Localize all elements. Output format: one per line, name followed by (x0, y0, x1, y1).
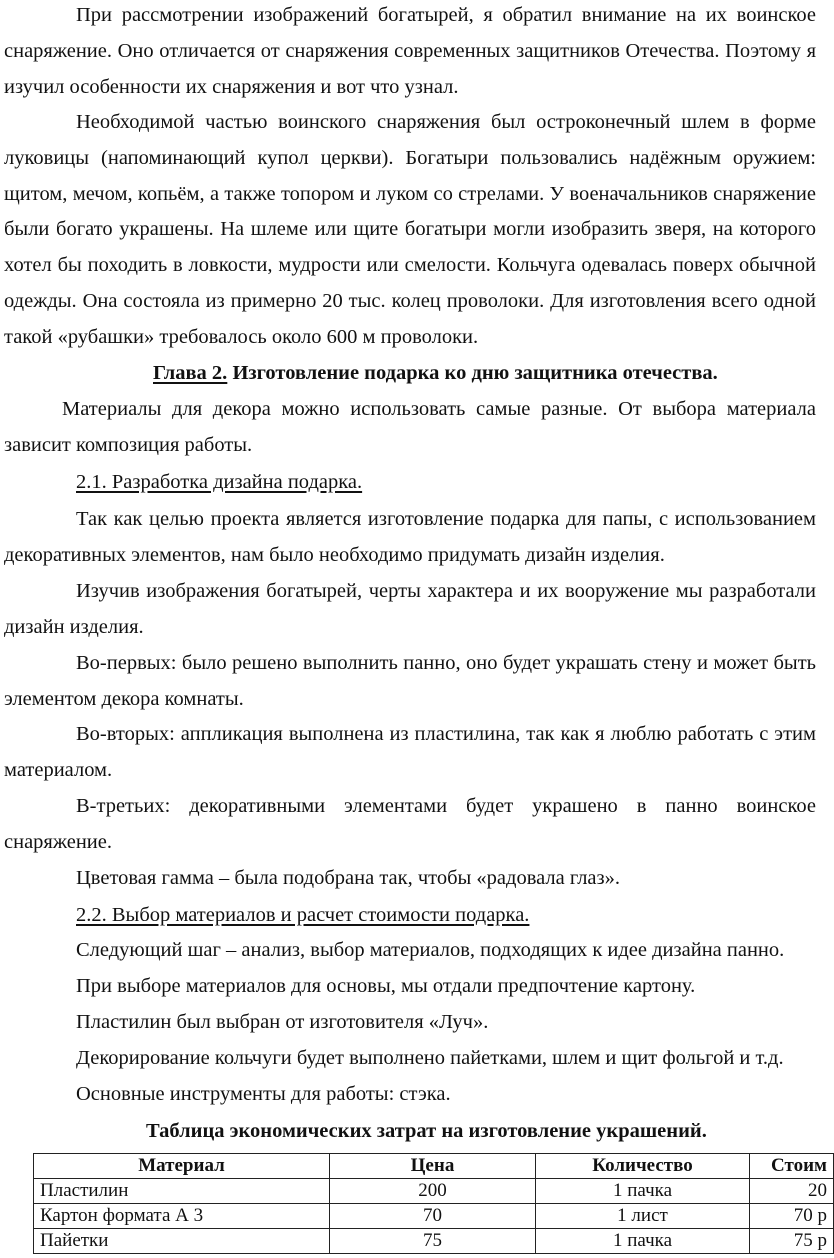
section-2-1-paragraph-2: Изучив изображения богатырей, черты характера и их вооружение мы разработали дизайн изделия. (4, 580, 816, 638)
table-header-row (34, 1154, 834, 1179)
header-quantity: Количество (536, 1154, 750, 1179)
cell-cost: 20 (750, 1179, 834, 1204)
chapter-title: Изготовление подарка ко дню защитника отечества. (227, 362, 718, 384)
cell-cost: 70 р (750, 1204, 834, 1229)
table-caption: Таблица экономических затрат на изготовление украшений. (146, 1120, 707, 1142)
section-2-1-paragraph-1: Так как целью проекта является изготовление подарка для папы, с использованием декоративных элементов, нам было необходимо придумать дизайн изделия. (4, 508, 816, 566)
cell-price: 70 (330, 1204, 536, 1229)
header-price: Цена (330, 1154, 536, 1179)
chapter-number: Глава 2. (153, 362, 228, 384)
intro-paragraph-2: Необходимой частью воинского снаряжения был остроконечный шлем в форме луковицы (напоминающий купол церкви). Богатыри пользовались надёжным оружием: щитом, мечом, копьём, а также топором и луком со стрелами. У военачальников снаряжение были богато украшены. На шлеме или щите богатыри могли изобразить зверя, на которого хотел бы походить в ловкости, мудрости или смелости. Кольчуга одевалась поверх обычной одежды. Она состояла из примерно 20 тыс. колец проволоки. Для изготовления всего одной такой «рубашки» требовалось около 600 м проволоки. (4, 111, 816, 348)
cell-quantity: 1 лист (536, 1204, 750, 1229)
section-2-2-line-5: Основные инструменты для работы: стэка. (76, 1083, 451, 1105)
cell-quantity: 1 пачка (536, 1179, 750, 1204)
section-2-1-paragraph-3: Во-первых: было решено выполнить панно, оно будет украшать стену и может быть элементом декора комнаты. (4, 652, 816, 710)
section-2-2-line-2: При выборе материалов для основы, мы отдали предпочтение картону. (76, 975, 696, 997)
header-cost: Стоим (750, 1154, 834, 1179)
section-2-2-line-1: Следующий шаг – анализ, выбор материалов, подходящих к идее дизайна панно. (76, 939, 785, 961)
cell-quantity: 1 пачка (536, 1229, 750, 1254)
table-row (34, 1229, 834, 1254)
cell-price: 75 (330, 1229, 536, 1254)
section-2-1-paragraph-5: В-третьих: декоративными элементами будет украшено в панно воинское снаряжение. (4, 795, 816, 853)
section-2-1-heading: 2.1. Разработка дизайна подарка. (76, 471, 363, 493)
section-2-2-line-4: Декорирование кольчуги будет выполнено пайетками, шлем и щит фольгой и т.д. (76, 1047, 784, 1069)
intro-paragraph-1: При рассмотрении изображений богатырей, я обратил внимание на их воинское снаряжение. Оно отличается от снаряжения современных защитников Отечества. Поэтому я изучил особенности их снаряжения и вот что узнал. (4, 4, 816, 98)
cell-cost: 75 р (750, 1229, 834, 1254)
section-2-2-line-3: Пластилин был выбран от изготовителя «Луч». (76, 1011, 489, 1033)
table-row (34, 1204, 834, 1229)
cell-material: Пластилин (34, 1179, 330, 1204)
section-2-1-paragraph-4: Во-вторых: аппликация выполнена из пластилина, так как я люблю работать с этим материалом. (4, 723, 816, 781)
section-2-2-heading: 2.2. Выбор материалов и расчет стоимости подарка. (76, 904, 530, 926)
cell-material: Пайетки (34, 1229, 330, 1254)
table-row (34, 1179, 834, 1204)
cell-material: Картон формата А 3 (34, 1204, 330, 1229)
header-material: Материал (34, 1154, 330, 1179)
section-2-1-paragraph-6: Цветовая гамма – была подобрана так, чтобы «радовала глаз». (76, 867, 621, 889)
cell-price: 200 (330, 1179, 536, 1204)
chapter-heading (153, 356, 718, 392)
cost-table (33, 1153, 834, 1254)
chapter-intro-paragraph: Материалы для декора можно использовать самые разные. От выбора материала зависит композиция работы. (4, 398, 816, 456)
